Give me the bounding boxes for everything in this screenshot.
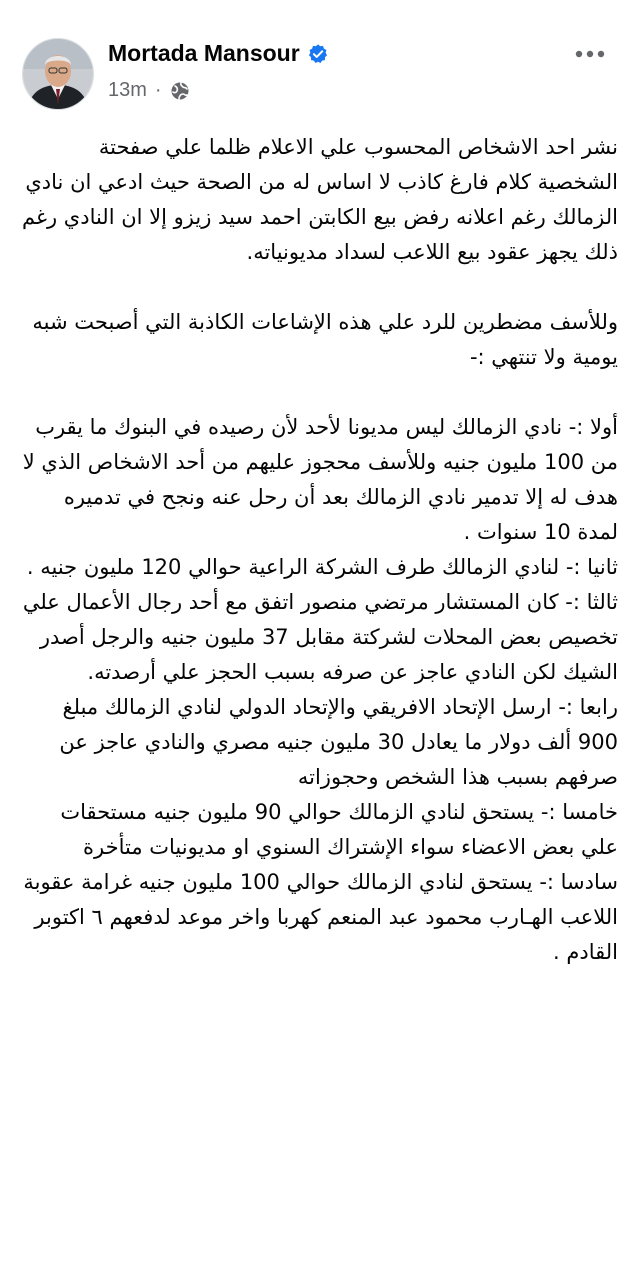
verified-badge-icon: [307, 43, 329, 65]
post-meta: [108, 79, 190, 102]
post-paragraph-1: نشر احد الاشخاص المحسوب علي الاعلام ظلما علي صفحتة الشخصية كلام فارغ كاذب لا اساس له من الصحة حيث ادعي ان نادي الزمالك رغم اعلانه رفض بيع الكابتن احمد سيد زيزو إلا ان النادي رغم ذلك يجهز عقود بيع اللاعب لسداد مديونياته.: [22, 135, 618, 264]
post-header: [0, 0, 636, 120]
post-time[interactable]: 13m: [108, 79, 147, 101]
more-options-icon: [575, 50, 605, 58]
post-text: [18, 130, 618, 970]
author-name[interactable]: Mortada Mansour: [108, 40, 300, 66]
more-options-button[interactable]: [570, 40, 610, 68]
profile-photo: [23, 39, 93, 109]
globe-icon[interactable]: [170, 81, 190, 101]
meta-separator: ·: [154, 79, 162, 101]
paragraph-gap: [18, 375, 618, 410]
author-name-row: [108, 40, 329, 67]
post-paragraph-2: وللأسف مضطرين للرد علي هذه الإشاعات الكاذبة التي أصبحت شبه يومية ولا تنتهي :-: [32, 310, 618, 369]
post-paragraph-3: أولا :- نادي الزمالك ليس مديونا لأحد لأن رصيده في البنوك ما يقرب من 100 مليون جنيه وللأسف محجوز عليهم من أحد الاشخاص الذي لا هدف له إلا تدمير نادي الزمالك بعد أن رحل عنه ونجح في تدميره لمدة 10 سنوات . ثانيا :- لنادي الزمالك طرف الشركة الراعية حوالي 120 مليون جنيه . ثالثا :- كان المستشار مرتضي منصور اتفق مع أحد رجال الأعمال علي تخصيص بعض المحلات لشركتة مقابل 37 مليون جنيه والرجل أصدر الشيك لكن النادي عاجز عن صرفه بسبب الحجز علي أرصدته. رابعا :- ارسل الإتحاد الافريقي والإتحاد الدولي لنادي الزمالك مبلغ 900 ألف دولار ما يعادل 30 مليون جنيه مصري والنادي عاجز عن صرفهم بسبب هذا الشخص وحجوزاته خامسا :- يستحق لنادي الزمالك حوالي 90 مليون جنيه مستحقات علي بعض الاعضاء سواء الإشتراك السنوي او مديونيات متأخرة سادسا :- يستحق لنادي الزمالك حوالي 100 مليون جنيه غرامة عقوبة اللاعب الهـارب محمود عبد المنعم كهربا واخر موعد لدفعهم ٦ اكتوبر القادم .: [22, 415, 618, 964]
avatar[interactable]: [22, 38, 94, 110]
paragraph-gap: [18, 270, 618, 305]
